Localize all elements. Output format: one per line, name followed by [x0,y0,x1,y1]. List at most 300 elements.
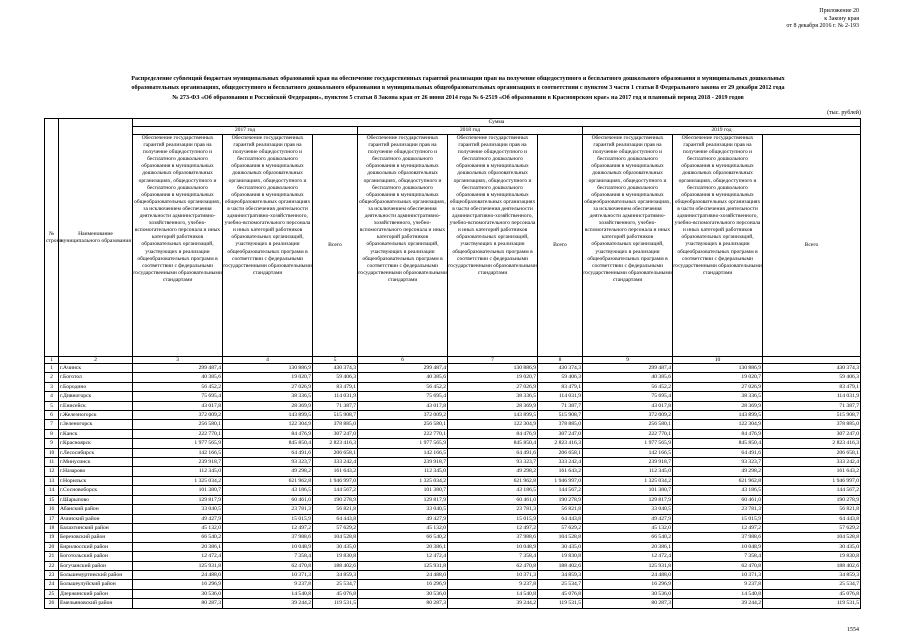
municipality-name: г.Красноярск [59,439,133,448]
amount-cell: 30 435,0 [763,542,861,551]
amount-cell: 256 580,1 [133,420,223,429]
amount-cell: 56 452,2 [358,382,448,391]
amount-cell: 14 540,8 [673,589,763,598]
amount-cell: 30 536,0 [358,589,448,598]
amount-cell: 20 386,1 [133,542,223,551]
amount-cell: 222 770,1 [358,429,448,438]
row-number: 19 [45,533,59,542]
column-number: 6 [358,357,448,364]
amount-cell: 49 427,9 [583,514,673,523]
amount-cell: 12 497,2 [673,523,763,532]
amount-cell: 122 304,9 [673,420,763,429]
table-row [45,411,861,420]
table-row [45,401,861,410]
amount-cell: 71 387,7 [313,401,358,410]
amount-cell: 101 380,7 [583,486,673,495]
municipality-name: Богучанский район [59,561,133,570]
amount-cell: 19 830,8 [763,552,861,561]
amount-cell: 14 540,8 [448,589,538,598]
row-number: 21 [45,552,59,561]
amount-cell: 2 823 416,3 [313,439,358,448]
subvention-table [44,118,861,609]
municipality-name: Ачинский район [59,514,133,523]
table-row [45,364,861,373]
table-row [45,420,861,429]
municipality-name: г.Боготол [59,373,133,382]
municipality-name: г.Норильск [59,476,133,485]
amount-cell: 307 247,0 [313,429,358,438]
amount-cell: 222 770,1 [583,429,673,438]
amount-cell: 621 962,8 [448,476,538,485]
amount-cell: 114 031,9 [313,392,358,401]
table-row [45,467,861,476]
amount-cell: 119 531,5 [538,599,583,608]
col-header-total-2018: Всего [538,135,583,357]
table-row [45,373,861,382]
amount-cell: 75 695,4 [583,392,673,401]
municipality-name: г.Шарыпово [59,495,133,504]
amount-cell: 33 040,5 [133,505,223,514]
row-number: 10 [45,448,59,457]
amount-cell: 66 540,2 [583,533,673,542]
amount-cell: 144 567,2 [763,486,861,495]
municipality-name: Балахтинский район [59,523,133,532]
amount-cell: 845 850,4 [448,439,538,448]
amount-cell: 378 885,0 [763,420,861,429]
amount-cell: 45 076,8 [763,589,861,598]
amount-cell: 64 491,6 [448,448,538,457]
amount-cell: 20 386,1 [583,542,673,551]
title-line-1: Распределение субвенций бюджетам муниципальных образований края на обеспечение государственных гарантий реализации прав на получение общедоступного и бесплатного дошкольного образования в муниципальных дошкольных [131,76,785,82]
column-number: 7 [448,357,538,364]
table-row [45,561,861,570]
amount-cell: 43 186,5 [673,486,763,495]
amount-cell: 43 186,5 [448,486,538,495]
row-number: 6 [45,411,59,420]
amount-cell: 49 427,9 [358,514,448,523]
municipality-name: г.Канск [59,429,133,438]
amount-cell: 10 371,3 [673,570,763,579]
amount-cell: 64 443,8 [763,514,861,523]
amount-cell: 56 452,2 [133,382,223,391]
appendix-law-ref: к Закону края [824,15,859,22]
amount-cell: 19 020,7 [448,373,538,382]
amount-cell: 161 643,2 [763,467,861,476]
table-row [45,392,861,401]
amount-cell: 62 470,8 [223,561,313,570]
row-number: 14 [45,486,59,495]
amount-cell: 143 899,5 [223,411,313,420]
amount-cell: 45 132,0 [358,523,448,532]
amount-cell: 93 323,7 [448,458,538,467]
amount-cell: 30 536,0 [583,589,673,598]
col-header-staff-2019: Обеспечение государственных гарантий реализации прав на получение общедоступного и бесплатного дошкольного образования в муниципальных дошкольных образовательных организациях, общедоступного и бесплатного дошкольного образования в муниципальных общеобразовательных организациях в части обеспечения деятельности административно-хозяйственного, учебно-вспомогательного персонала и иных категорий работников образовательных организаций, участвующих в реализации общеобразовательных программ в соответствии с федеральными государственными образовательными стандартами [673,135,763,357]
table-row [45,552,861,561]
amount-cell: 129 817,9 [358,495,448,504]
amount-cell: 93 323,7 [673,458,763,467]
row-number: 2 [45,373,59,382]
amount-cell: 49 427,9 [133,514,223,523]
amount-cell: 142 166,5 [583,448,673,457]
document-title [58,75,858,103]
col-header-staff-2017: Обеспечение государственных гарантий реализации прав на получение общедоступного и бесплатного дошкольного образования в муниципальных дошкольных образовательных организациях, общедоступного и бесплатного дошкольного образования в муниципальных общеобразовательных организациях в части обеспечения деятельности административно-хозяйственного, учебно-вспомогательного персонала и иных категорий работников образовательных организаций, участвующих в реализации общеобразовательных программ в соответствии с федеральными государственными образовательными стандартами [223,135,313,357]
row-number: 26 [45,599,59,608]
column-number: 3 [133,357,223,364]
amount-cell: 130 886,9 [673,364,763,373]
amount-cell: 10 048,9 [223,542,313,551]
amount-cell: 23 781,3 [448,505,538,514]
amount-cell: 222 770,1 [133,429,223,438]
amount-cell: 28 369,9 [448,401,538,410]
amount-cell: 57 629,2 [313,523,358,532]
amount-cell: 66 540,2 [133,533,223,542]
amount-cell: 845 850,4 [223,439,313,448]
amount-cell: 372 009,2 [358,411,448,420]
amount-cell: 56 821,8 [313,505,358,514]
amount-cell: 2 823 416,3 [763,439,861,448]
amount-cell: 43 186,5 [223,486,313,495]
row-number: 3 [45,382,59,391]
table-row [45,589,861,598]
page-number: 1554 [847,627,859,633]
appendix-number: Приложение 20 [819,8,859,14]
amount-cell: 190 278,9 [538,495,583,504]
amount-cell: 15 015,9 [673,514,763,523]
sum-header: Сумма [133,119,861,127]
title-line-3: № 273-ФЗ «Об образовании в Российской Федерации», пунктом 5 статьи 8 Закона края от 26 июня 2014 года № 6-2519 «Об образовании в Красноярском крае» на 2017 год и плановый период 2018 - 2019 годов [172,94,744,101]
row-number: 25 [45,589,59,598]
amount-cell: 1 325 034,2 [583,476,673,485]
amount-cell: 9 237,8 [673,580,763,589]
column-number: 8 [538,357,583,364]
amount-cell: 45 132,0 [583,523,673,532]
col-header-name: Наименование муниципального образования [59,119,133,357]
amount-cell: 130 886,9 [223,364,313,373]
column-number: 4 [223,357,313,364]
amount-cell: 33 040,5 [583,505,673,514]
amount-cell: 15 015,9 [223,514,313,523]
amount-cell: 1 977 565,9 [583,439,673,448]
amount-cell: 125 931,8 [358,561,448,570]
year-header-2018: 2018 год [358,127,583,135]
amount-cell: 7 358,4 [673,552,763,561]
amount-cell: 84 476,9 [448,429,538,438]
amount-cell: 28 369,9 [673,401,763,410]
amount-cell: 119 531,5 [763,599,861,608]
amount-cell: 60 461,0 [223,495,313,504]
municipality-name: г.Зеленогорск [59,420,133,429]
amount-cell: 71 387,7 [538,401,583,410]
column-number: 5 [313,357,358,364]
amount-cell: 25 534,7 [763,580,861,589]
amount-cell: 43 017,8 [583,401,673,410]
amount-cell: 256 580,1 [583,420,673,429]
amount-cell: 430 374,3 [538,364,583,373]
amount-cell: 45 132,0 [133,523,223,532]
amount-cell: 378 885,0 [313,420,358,429]
amount-cell: 430 374,3 [763,364,861,373]
municipality-name: Емельяновский район [59,599,133,608]
amount-cell: 25 534,7 [538,580,583,589]
row-number: 17 [45,514,59,523]
amount-cell: 27 026,9 [448,382,538,391]
amount-cell: 190 278,9 [763,495,861,504]
amount-cell: 39 244,2 [223,599,313,608]
amount-cell: 64 443,8 [538,514,583,523]
amount-cell: 23 781,3 [223,505,313,514]
amount-cell: 83 479,1 [538,382,583,391]
amount-cell: 190 278,9 [313,495,358,504]
amount-cell: 239 918,7 [583,458,673,467]
amount-cell: 1 946 997,0 [313,476,358,485]
col-header-total-2019: Всего [763,135,861,357]
table-row [45,458,861,467]
amount-cell: 49 298,2 [673,467,763,476]
amount-cell: 34 859,3 [763,570,861,579]
municipality-name: г.Енисейск [59,401,133,410]
amount-cell: 299 487,4 [133,364,223,373]
amount-cell: 299 487,4 [358,364,448,373]
amount-cell: 142 166,5 [133,448,223,457]
amount-cell: 23 781,3 [673,505,763,514]
amount-cell: 71 387,7 [763,401,861,410]
amount-cell: 40 385,6 [133,373,223,382]
table-row [45,599,861,608]
municipality-name: Большемуртинский район [59,570,133,579]
amount-cell: 64 443,8 [313,514,358,523]
amount-cell: 30 435,0 [538,542,583,551]
amount-cell: 66 540,2 [358,533,448,542]
municipality-name: г.Бородино [59,382,133,391]
amount-cell: 56 821,8 [538,505,583,514]
amount-cell: 60 461,0 [673,495,763,504]
col-header-preschool-2019: Обеспечение государственных гарантий реализации прав на получение общедоступного и бесплатного дошкольного образования в муниципальных дошкольных образовательных организациях, общедоступного и бесплатного дошкольного образования в муниципальных общеобразовательных организациях, за исключением обеспечения деятельности административно-хозяйственного, учебно-вспомогательного персонала и иных категорий работников образовательных организаций, участвующих в реализации общеобразовательных программ в соответствии с федеральными государственными образовательными стандартами [583,135,673,357]
amount-cell: 333 242,4 [313,458,358,467]
row-number: 1 [45,364,59,373]
amount-cell: 45 076,8 [538,589,583,598]
column-number-row [45,357,861,364]
municipality-name: г.Железногорск [59,411,133,420]
amount-cell: 40 385,6 [583,373,673,382]
amount-cell: 10 371,3 [223,570,313,579]
amount-cell: 122 304,9 [223,420,313,429]
amount-cell: 25 534,7 [313,580,358,589]
amount-cell: 144 567,2 [313,486,358,495]
table-row [45,580,861,589]
amount-cell: 129 817,9 [583,495,673,504]
amount-cell: 24 488,0 [583,570,673,579]
amount-cell: 75 695,4 [133,392,223,401]
amount-cell: 33 040,5 [358,505,448,514]
amount-cell: 49 298,2 [448,467,538,476]
amount-cell: 112 345,0 [358,467,448,476]
row-number: 9 [45,439,59,448]
amount-cell: 59 406,3 [538,373,583,382]
amount-cell: 515 908,7 [763,411,861,420]
row-number: 12 [45,467,59,476]
amount-cell: 38 336,5 [223,392,313,401]
amount-cell: 39 244,2 [673,599,763,608]
municipality-name: г.Ачинск [59,364,133,373]
amount-cell: 114 031,9 [763,392,861,401]
amount-cell: 37 988,6 [448,533,538,542]
amount-cell: 12 472,4 [358,552,448,561]
year-header-2019: 2019 год [583,127,861,135]
table-body [45,357,861,609]
amount-cell: 34 859,3 [313,570,358,579]
table-row [45,542,861,551]
row-number: 16 [45,505,59,514]
amount-cell: 57 629,2 [538,523,583,532]
amount-cell: 206 658,1 [313,448,358,457]
amount-cell: 37 988,6 [673,533,763,542]
amount-cell: 188 402,6 [313,561,358,570]
amount-cell: 10 048,9 [448,542,538,551]
amount-cell: 129 817,9 [133,495,223,504]
amount-cell: 1 325 034,2 [358,476,448,485]
municipality-name: г.Минусинск [59,458,133,467]
amount-cell: 14 540,8 [223,589,313,598]
amount-cell: 206 658,1 [763,448,861,457]
amount-cell: 372 009,2 [583,411,673,420]
amount-cell: 122 304,9 [448,420,538,429]
amount-cell: 83 479,1 [313,382,358,391]
amount-cell: 239 918,7 [133,458,223,467]
municipality-name: г.Лесосибирск [59,448,133,457]
amount-cell: 10 048,9 [673,542,763,551]
amount-cell: 84 476,9 [673,429,763,438]
col-header-preschool-2018: Обеспечение государственных гарантий реализации прав на получение общедоступного и бесплатного дошкольного образования в муниципальных дошкольных образовательных организациях, общедоступного и бесплатного дошкольного образования в муниципальных общеобразовательных организациях, за исключением обеспечения деятельности административно-хозяйственного, учебно-вспомогательного персонала и иных категорий работников образовательных организаций, участвующих в реализации общеобразовательных программ в соответствии с федеральными государственными образовательными стандартами [358,135,448,357]
amount-cell: 130 886,9 [448,364,538,373]
amount-cell: 43 017,8 [133,401,223,410]
municipality-name: Бирилюсский район [59,542,133,551]
row-number: 8 [45,429,59,438]
amount-cell: 1 946 997,0 [763,476,861,485]
amount-cell: 16 296,9 [133,580,223,589]
table-row [45,523,861,532]
amount-cell: 12 497,2 [448,523,538,532]
col-header-preschool-2017: Обеспечение государственных гарантий реализации прав на получение общедоступного и бесплатного дошкольного образования в муниципальных дошкольных образовательных организациях, общедоступного и бесплатного дошкольного образования в муниципальных общеобразовательных организациях, за исключением обеспечения деятельности административно-хозяйственного, учебно-вспомогательного персонала и иных категорий работников образовательных организаций, участвующих в реализации общеобразовательных программ в соответствии с федеральными государственными образовательными стандартами [133,135,223,357]
amount-cell: 9 237,8 [448,580,538,589]
amount-cell: 161 643,2 [538,467,583,476]
amount-cell: 125 931,8 [583,561,673,570]
amount-cell: 75 695,4 [358,392,448,401]
amount-cell: 49 298,2 [223,467,313,476]
amount-cell: 307 247,0 [538,429,583,438]
amount-cell: 206 658,1 [538,448,583,457]
amount-cell: 104 528,8 [763,533,861,542]
amount-cell: 333 242,4 [538,458,583,467]
amount-cell: 188 402,6 [538,561,583,570]
amount-cell: 19 020,7 [223,373,313,382]
amount-cell: 114 031,9 [538,392,583,401]
year-header-2017: 2017 год [133,127,358,135]
amount-cell: 1 325 034,2 [133,476,223,485]
amount-cell: 104 528,8 [313,533,358,542]
municipality-name: Дзержинский район [59,589,133,598]
amount-cell: 64 491,6 [223,448,313,457]
row-number: 22 [45,561,59,570]
amount-cell: 12 472,4 [583,552,673,561]
amount-cell: 125 931,8 [133,561,223,570]
table-row [45,448,861,457]
municipality-name: г.Сосновоборск [59,486,133,495]
amount-cell: 19 830,8 [313,552,358,561]
row-number: 23 [45,570,59,579]
amount-cell: 56 821,8 [763,505,861,514]
amount-cell: 142 166,5 [358,448,448,457]
column-number: 9 [583,357,673,364]
amount-cell: 62 470,8 [448,561,538,570]
table-row [45,382,861,391]
amount-cell: 430 374,3 [313,364,358,373]
row-number: 5 [45,401,59,410]
row-number: 4 [45,392,59,401]
table-row [45,505,861,514]
amount-cell: 62 470,8 [673,561,763,570]
amount-cell: 27 026,9 [223,382,313,391]
amount-cell: 24 488,0 [133,570,223,579]
amount-cell: 1 946 997,0 [538,476,583,485]
amount-cell: 112 345,0 [133,467,223,476]
amount-cell: 37 988,6 [223,533,313,542]
title-line-2: образовательных организациях, общедоступного и бесплатного дошкольного образования в муниципальных общеобразовательных организациях в соответствии с пунктом 3 части 1 статьи 8 Федерального закона от 29 декабря 2012 года [131,85,785,92]
amount-cell: 15 015,9 [448,514,538,523]
amount-cell: 45 076,8 [313,589,358,598]
table-row [45,476,861,485]
amount-cell: 143 899,5 [448,411,538,420]
amount-cell: 12 472,4 [133,552,223,561]
amount-cell: 9 237,8 [223,580,313,589]
amount-cell: 299 487,4 [583,364,673,373]
amount-cell: 256 580,1 [358,420,448,429]
amount-cell: 515 908,7 [538,411,583,420]
amount-cell: 84 476,9 [223,429,313,438]
amount-cell: 43 017,8 [358,401,448,410]
amount-cell: 239 918,7 [358,458,448,467]
amount-cell: 30 536,0 [133,589,223,598]
row-number: 15 [45,495,59,504]
col-header-total-2017: Всего [313,135,358,357]
amount-cell: 621 962,8 [673,476,763,485]
row-number: 13 [45,476,59,485]
amount-cell: 60 461,0 [448,495,538,504]
amount-cell: 59 406,3 [763,373,861,382]
amount-cell: 845 850,4 [673,439,763,448]
row-number: 20 [45,542,59,551]
amount-cell: 144 567,2 [538,486,583,495]
amount-cell: 59 406,3 [313,373,358,382]
amount-cell: 80 287,3 [358,599,448,608]
table-row [45,429,861,438]
amount-cell: 10 371,3 [448,570,538,579]
column-number: 10 [673,357,763,364]
amount-cell: 39 244,2 [448,599,538,608]
municipality-name: Боготольский район [59,552,133,561]
row-number: 7 [45,420,59,429]
row-number: 18 [45,523,59,532]
amount-cell: 119 531,5 [313,599,358,608]
amount-cell: 7 358,4 [448,552,538,561]
appendix-date: от 8 декабря 2016 г. № 2-193 [786,23,859,30]
amount-cell: 57 629,2 [763,523,861,532]
amount-cell: 372 009,2 [133,411,223,420]
municipality-name: Большеулуйский район [59,580,133,589]
amount-cell: 378 885,0 [538,420,583,429]
amount-cell: 56 452,2 [583,382,673,391]
amount-cell: 27 026,9 [673,382,763,391]
amount-cell: 40 385,6 [358,373,448,382]
